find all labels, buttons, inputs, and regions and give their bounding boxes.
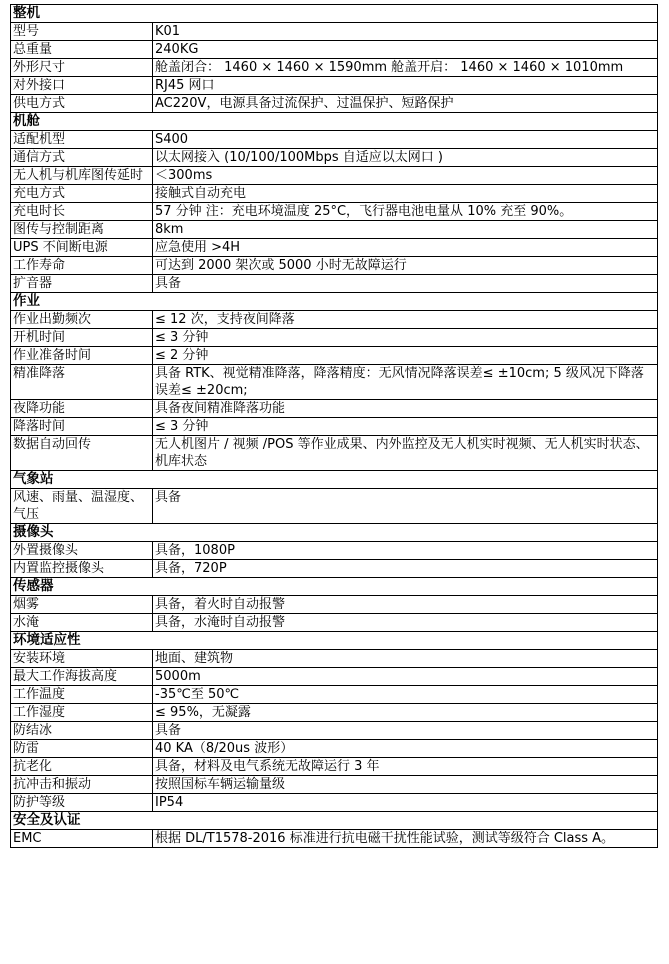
spec-value: 具备，1080P xyxy=(153,542,658,560)
spec-value: 具备，水淹时自动报警 xyxy=(153,614,658,632)
table-row xyxy=(11,722,658,740)
table-row xyxy=(11,347,658,365)
spec-label: 最大工作海拔高度 xyxy=(11,668,153,686)
spec-table xyxy=(10,4,658,848)
spec-label: 水淹 xyxy=(11,614,153,632)
spec-label: 抗老化 xyxy=(11,758,153,776)
spec-label: 精准降落 xyxy=(11,365,153,400)
table-row xyxy=(11,668,658,686)
spec-value: ≤ 3 分钟 xyxy=(153,418,658,436)
section-header-row xyxy=(11,471,658,489)
spec-value: 40 KA（8/20us 波形） xyxy=(153,740,658,758)
table-row xyxy=(11,686,658,704)
spec-label: 充电方式 xyxy=(11,185,153,203)
spec-label: 充电时长 xyxy=(11,203,153,221)
spec-label: 安装环境 xyxy=(11,650,153,668)
spec-value: 以太网接入 (10/100/100Mbps 自适应以太网口 ) xyxy=(153,149,658,167)
section-header-row xyxy=(11,113,658,131)
spec-label: 烟雾 xyxy=(11,596,153,614)
table-row xyxy=(11,614,658,632)
spec-label: 抗冲击和振动 xyxy=(11,776,153,794)
spec-value: S400 xyxy=(153,131,658,149)
spec-value: 具备，材料及电气系统无故障运行 3 年 xyxy=(153,758,658,776)
table-row xyxy=(11,400,658,418)
spec-label: 扩音器 xyxy=(11,275,153,293)
spec-value: 具备 RTK、视觉精准降落，降落精度：无风情况降落误差≤ ±10cm; 5 级风况下降落误差≤ ±20cm; xyxy=(153,365,658,400)
section-header-row xyxy=(11,578,658,596)
spec-value: 按照国标车辆运输量级 xyxy=(153,776,658,794)
table-row xyxy=(11,221,658,239)
spec-value: 应急使用 >4H xyxy=(153,239,658,257)
section-title: 传感器 xyxy=(11,578,658,596)
section-header-row xyxy=(11,293,658,311)
table-row xyxy=(11,131,658,149)
table-row xyxy=(11,776,658,794)
table-row xyxy=(11,95,658,113)
spec-label: 作业准备时间 xyxy=(11,347,153,365)
table-row xyxy=(11,59,658,77)
spec-label: 风速、雨量、温湿度、气压 xyxy=(11,489,153,524)
table-row xyxy=(11,149,658,167)
spec-table-body xyxy=(11,5,658,848)
section-title: 机舱 xyxy=(11,113,658,131)
spec-label: 内置监控摄像头 xyxy=(11,560,153,578)
table-row xyxy=(11,365,658,400)
spec-value: ≤ 12 次，支持夜间降落 xyxy=(153,311,658,329)
table-row xyxy=(11,560,658,578)
table-row xyxy=(11,167,658,185)
spec-value: ≤ 2 分钟 xyxy=(153,347,658,365)
spec-label: 通信方式 xyxy=(11,149,153,167)
table-row xyxy=(11,740,658,758)
spec-label: 防雷 xyxy=(11,740,153,758)
table-row xyxy=(11,596,658,614)
table-row xyxy=(11,650,658,668)
spec-label: 适配机型 xyxy=(11,131,153,149)
spec-label: 外形尺寸 xyxy=(11,59,153,77)
section-title: 气象站 xyxy=(11,471,658,489)
spec-label: 夜降功能 xyxy=(11,400,153,418)
spec-value: 具备 xyxy=(153,489,658,524)
section-title: 摄像头 xyxy=(11,524,658,542)
spec-value: 根据 DL/T1578-2016 标准进行抗电磁干扰性能试验，测试等级符合 Class A。 xyxy=(153,830,658,848)
spec-label: 降落时间 xyxy=(11,418,153,436)
table-row xyxy=(11,489,658,524)
spec-value: 舱盖闭合： 1460 × 1460 × 1590mm 舱盖开启： 1460 × 1460 × 1010mm xyxy=(153,59,658,77)
table-row xyxy=(11,794,658,812)
spec-label: EMC xyxy=(11,830,153,848)
spec-value: 具备，着火时自动报警 xyxy=(153,596,658,614)
spec-value: 具备 xyxy=(153,722,658,740)
section-header-row xyxy=(11,812,658,830)
spec-label: 外置摄像头 xyxy=(11,542,153,560)
spec-value: 8km xyxy=(153,221,658,239)
spec-value: 可达到 2000 架次或 5000 小时无故障运行 xyxy=(153,257,658,275)
spec-value: K01 xyxy=(153,23,658,41)
table-row xyxy=(11,257,658,275)
spec-value: 具备，720P xyxy=(153,560,658,578)
spec-label: 图传与控制距离 xyxy=(11,221,153,239)
spec-value: 具备 xyxy=(153,275,658,293)
spec-value: ＜300ms xyxy=(153,167,658,185)
table-row xyxy=(11,77,658,95)
spec-label: 防护等级 xyxy=(11,794,153,812)
spec-value: ≤ 95%，无凝露 xyxy=(153,704,658,722)
spec-value: 240KG xyxy=(153,41,658,59)
table-row xyxy=(11,275,658,293)
section-title: 环境适应性 xyxy=(11,632,658,650)
spec-value: RJ45 网口 xyxy=(153,77,658,95)
spec-value: -35℃至 50℃ xyxy=(153,686,658,704)
table-row xyxy=(11,311,658,329)
table-row xyxy=(11,185,658,203)
table-row xyxy=(11,203,658,221)
table-row xyxy=(11,23,658,41)
section-header-row xyxy=(11,5,658,23)
spec-label: 数据自动回传 xyxy=(11,436,153,471)
spec-value: ≤ 3 分钟 xyxy=(153,329,658,347)
spec-value: 无人机图片 / 视频 /POS 等作业成果、内外监控及无人机实时视频、无人机实时状态、机库状态 xyxy=(153,436,658,471)
spec-label: 防结冰 xyxy=(11,722,153,740)
spec-label: 开机时间 xyxy=(11,329,153,347)
spec-label: 型号 xyxy=(11,23,153,41)
spec-label: 供电方式 xyxy=(11,95,153,113)
table-row xyxy=(11,704,658,722)
section-header-row xyxy=(11,632,658,650)
section-title: 安全及认证 xyxy=(11,812,658,830)
spec-label: UPS 不间断电源 xyxy=(11,239,153,257)
spec-label: 对外接口 xyxy=(11,77,153,95)
spec-label: 工作寿命 xyxy=(11,257,153,275)
spec-value: IP54 xyxy=(153,794,658,812)
table-row xyxy=(11,41,658,59)
spec-label: 总重量 xyxy=(11,41,153,59)
spec-sheet xyxy=(10,4,658,848)
spec-label: 作业出勤频次 xyxy=(11,311,153,329)
section-header-row xyxy=(11,524,658,542)
table-row xyxy=(11,418,658,436)
spec-value: 5000m xyxy=(153,668,658,686)
section-title: 整机 xyxy=(11,5,658,23)
spec-value: 57 分钟 注：充电环境温度 25°C，飞行器电池电量从 10% 充至 90%。 xyxy=(153,203,658,221)
section-title: 作业 xyxy=(11,293,658,311)
spec-value: 接触式自动充电 xyxy=(153,185,658,203)
spec-value: 具备夜间精准降落功能 xyxy=(153,400,658,418)
spec-label: 工作湿度 xyxy=(11,704,153,722)
table-row xyxy=(11,436,658,471)
table-row xyxy=(11,830,658,848)
spec-value: 地面、建筑物 xyxy=(153,650,658,668)
table-row xyxy=(11,329,658,347)
table-row xyxy=(11,239,658,257)
table-row xyxy=(11,542,658,560)
spec-label: 无人机与机库图传延时 xyxy=(11,167,153,185)
table-row xyxy=(11,758,658,776)
spec-label: 工作温度 xyxy=(11,686,153,704)
spec-value: AC220V，电源具备过流保护、过温保护、短路保护 xyxy=(153,95,658,113)
